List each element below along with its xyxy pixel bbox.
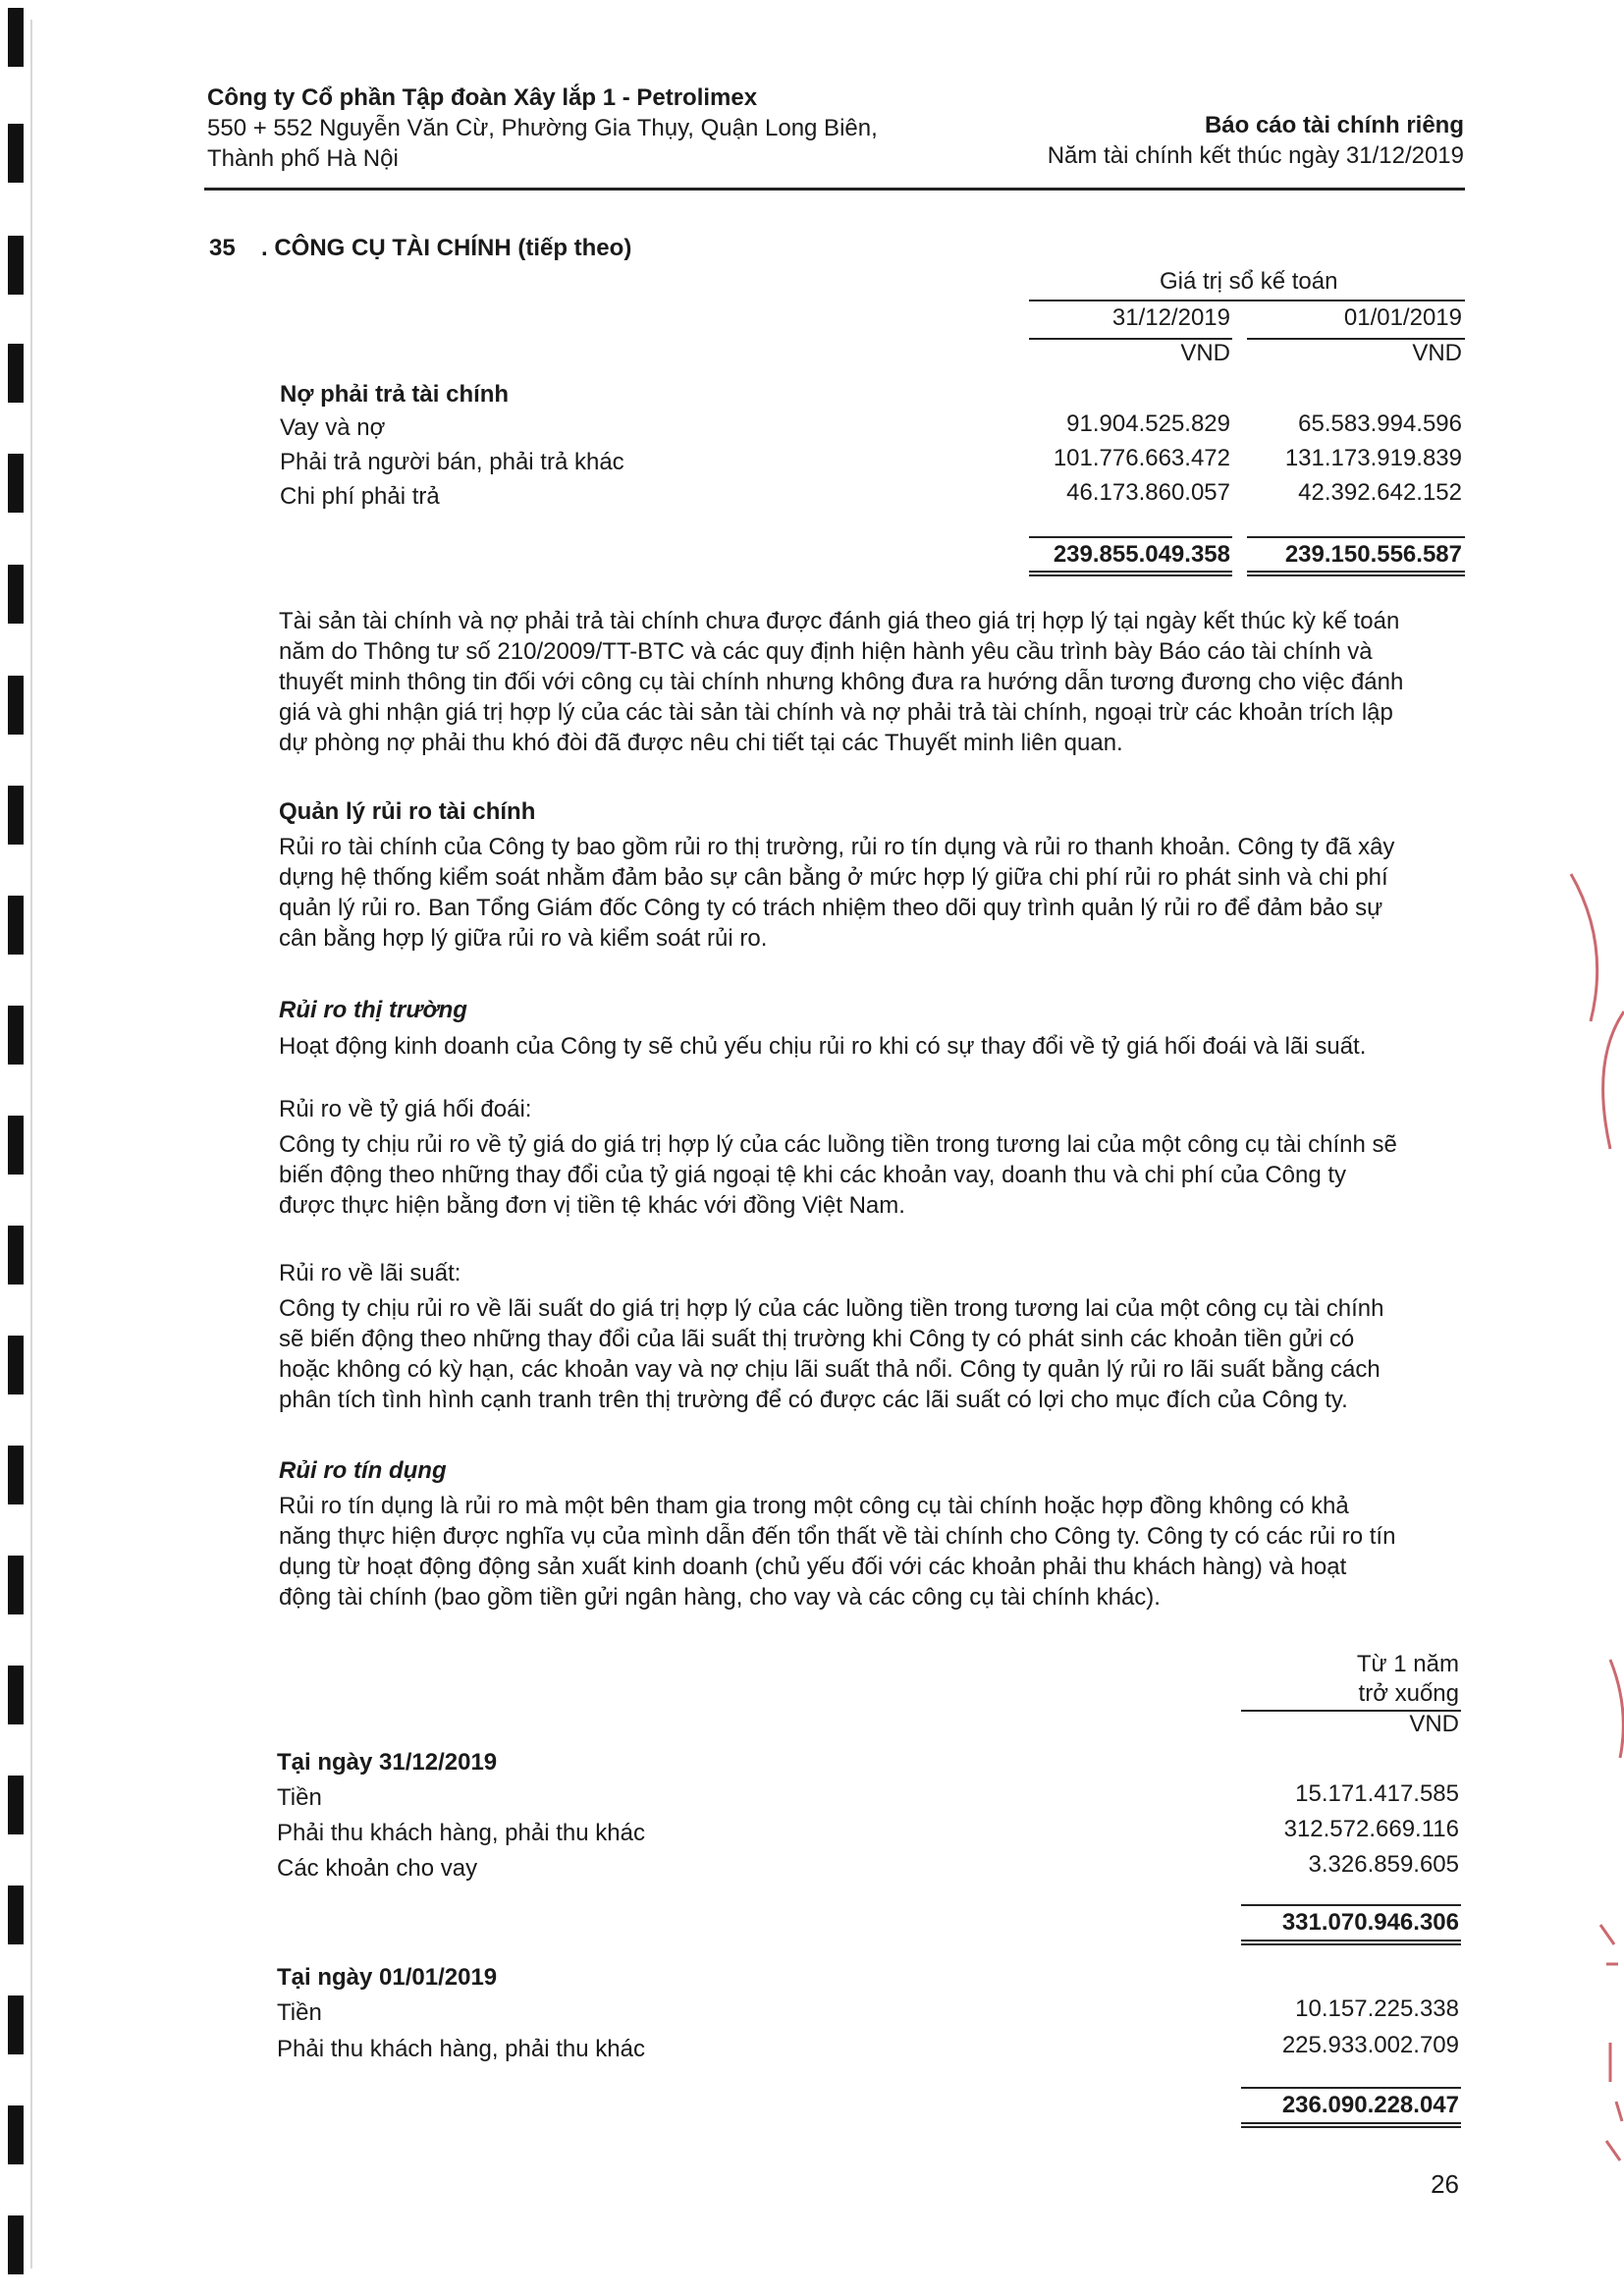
risk-mgmt-paragraph — [279, 832, 1457, 954]
binding-mark — [8, 2105, 24, 2164]
paragraph-line: Công ty chịu rủi ro về lãi suất do giá trị hợp lý của các luồng tiền trong tương lai của một công cụ tài chính — [279, 1295, 1384, 1322]
table-cell-value: 15.171.417.585 — [1295, 1780, 1459, 1807]
table-group-header: Giá trị sổ kế toán — [1160, 268, 1338, 295]
table-cell-value: 312.572.669.116 — [1283, 1816, 1459, 1842]
paragraph-line: năm do Thông tư số 210/2009/TT-BTC và các quy định hiện hành yêu cầu trình bày Báo cáo tài chính và — [279, 638, 1373, 665]
company-address-line1: 550 + 552 Nguyễn Văn Cừ, Phường Gia Thụy, Quận Long Biên, — [207, 115, 878, 141]
liabilities-heading: Nợ phải trả tài chính — [280, 381, 510, 408]
total-bottom-rule — [1247, 574, 1465, 576]
report-title: Báo cáo tài chính riêng — [1204, 112, 1464, 138]
binding-mark — [8, 896, 24, 955]
company-address-line2: Thành phố Hà Nội — [207, 145, 399, 172]
table-row-label: Phải thu khách hàng, phải thu khác — [277, 2036, 645, 2062]
paragraph-line: năng thực hiện được nghĩa vụ của mình dẫn đến tổn thất về tài chính cho Công ty. Công ty có các rủi ro tín — [279, 1523, 1396, 1550]
table-cell-value: 225.933.002.709 — [1281, 2032, 1459, 2058]
total-bottom-rule — [1241, 2122, 1461, 2124]
binding-mark — [8, 676, 24, 735]
table-cell-value: 101.776.663.472 — [1053, 445, 1230, 471]
table-total-value: 236.090.228.047 — [1281, 2092, 1459, 2118]
paragraph-line: biến động theo những thay đổi của tỷ giá ngoại tệ khi các khoản vay, doanh thu và chi phí của Công ty — [279, 1162, 1347, 1188]
binding-mark — [8, 2215, 24, 2274]
paragraph-line: Rủi ro tài chính của Công ty bao gồm rủi ro thị trường, rủi ro tín dụng và rủi ro thanh khoản. Công ty đã xây — [279, 834, 1395, 860]
total-bottom-rule — [1029, 574, 1232, 576]
table-row-label: Vay và nợ — [280, 414, 386, 441]
total-top-rule — [1241, 2087, 1461, 2089]
paragraph-line: động tài chính (bao gồm tiền gửi ngân hàng, cho vay và các công cụ tài chính khác). — [279, 1584, 1161, 1611]
binding-mark — [8, 1006, 24, 1065]
paragraph-line: sẽ biến động theo những thay đổi của lãi suất thị trường khi Công ty có phát sinh các khoản tiền gửi có — [279, 1326, 1355, 1352]
table-row-label: Phải thu khách hàng, phải thu khác — [277, 1820, 645, 1846]
total-bottom-rule — [1241, 1940, 1461, 1941]
total-top-rule — [1029, 536, 1232, 538]
header-divider — [204, 188, 1465, 191]
table-cell-value: 3.326.859.605 — [1308, 1851, 1459, 1878]
market-risk-paragraph: Hoạt động kinh doanh của Công ty sẽ chủ yếu chịu rủi ro khi có sự thay đổi về tỷ giá hối đoái và lãi suất. — [279, 1033, 1367, 1060]
binding-mark — [8, 1666, 24, 1724]
table-cell-value: 91.904.525.829 — [1066, 410, 1230, 437]
rate-risk-paragraph — [279, 1293, 1457, 1415]
binding-mark — [8, 1886, 24, 1944]
stamp-edge-icon — [1571, 1650, 1624, 2180]
paragraph-line: hoặc không có kỳ hạn, các khoản vay và nợ chịu lãi suất thả nổi. Công ty quản lý rủi ro lãi suất bằng cách — [279, 1356, 1380, 1383]
total-bottom-rule — [1241, 1943, 1461, 1945]
fair-value-paragraph — [279, 606, 1457, 758]
paragraph-line: dụng từ hoạt động động sản xuất kinh doanh (chủ yếu đối với các khoản phải thu khách hàng) và hoạt — [279, 1554, 1347, 1580]
rate-risk-heading: Rủi ro về lãi suất: — [279, 1260, 461, 1286]
paragraph-line: cân bằng hợp lý giữa rủi ro và kiểm soát rủi ro. — [279, 925, 768, 952]
binding-mark — [8, 786, 24, 845]
paragraph-line: Tài sản tài chính và nợ phải trả tài chính chưa được đánh giá theo giá trị hợp lý tại ngày kết thúc kỳ kế toán — [279, 608, 1400, 634]
total-bottom-rule — [1247, 571, 1465, 573]
binding-mark — [8, 1336, 24, 1394]
table-total-value: 331.070.946.306 — [1281, 1909, 1459, 1936]
paragraph-line: dựng hệ thống kiểm soát nhằm đảm bảo sự cân bằng ở mức hợp lý giữa chi phí rủi ro phát sinh và chi phí — [279, 864, 1388, 891]
credit-block2-heading: Tại ngày 01/01/2019 — [277, 1964, 498, 1991]
report-header — [1048, 110, 1464, 171]
table-cell-value: 46.173.860.057 — [1066, 479, 1230, 506]
report-period: Năm tài chính kết thúc ngày 31/12/2019 — [1047, 142, 1464, 169]
table-total-value: 239.150.556.587 — [1284, 541, 1462, 568]
binding-mark — [8, 1226, 24, 1285]
company-name: Công ty Cổ phần Tập đoàn Xây lắp 1 - Petrolimex — [207, 84, 758, 111]
binding-mark — [8, 1446, 24, 1504]
binding-mark — [8, 124, 24, 183]
col1-unit: VND — [1180, 340, 1230, 366]
binding-mark — [8, 1556, 24, 1614]
table-cell-value: 131.173.919.839 — [1284, 445, 1462, 471]
binding-mark — [8, 344, 24, 403]
total-top-rule — [1241, 1904, 1461, 1906]
table-row-label: Tiền — [277, 1999, 322, 2026]
paragraph-line: được thực hiện bằng đơn vị tiền tệ khác với đồng Việt Nam. — [279, 1192, 905, 1219]
table-cell-value: 65.583.994.596 — [1298, 410, 1462, 437]
table-row-label: Chi phí phải trả — [280, 483, 440, 510]
credit-col-header-line1: Từ 1 năm — [1356, 1651, 1459, 1677]
binding-mark — [8, 565, 24, 624]
credit-risk-heading: Rủi ro tín dụng — [279, 1457, 447, 1484]
col1-date: 31/12/2019 — [1111, 304, 1230, 331]
binding-line — [30, 20, 32, 2269]
page-number: 26 — [1431, 2169, 1459, 2199]
paragraph-line: phân tích tình hình cạnh tranh trên thị trường để có được các lãi suất có lợi cho mục đích của Công ty. — [279, 1387, 1348, 1413]
credit-col-header-line2: trở xuống — [1358, 1680, 1459, 1707]
paragraph-line: quản lý rủi ro. Ban Tổng Giám đốc Công ty có trách nhiệm theo dõi quy trình quản lý rủi ro để đảm bảo sự — [279, 895, 1383, 921]
total-bottom-rule — [1241, 2126, 1461, 2128]
binding-mark — [8, 1995, 24, 2054]
table-row-label: Tiền — [277, 1784, 322, 1811]
section-number: 35 — [209, 235, 236, 261]
table-cell-value: 10.157.225.338 — [1295, 1995, 1459, 2022]
fx-risk-paragraph — [279, 1129, 1457, 1221]
paragraph-line: dự phòng nợ phải thu khó đòi đã được nêu chi tiết tại các Thuyết minh liên quan. — [279, 730, 1123, 756]
binding-mark — [8, 454, 24, 513]
credit-risk-paragraph — [279, 1491, 1457, 1613]
binding-mark — [8, 236, 24, 295]
binding-mark — [8, 1776, 24, 1834]
credit-col-unit: VND — [1409, 1711, 1459, 1737]
col2-unit: VND — [1412, 340, 1462, 366]
total-top-rule — [1247, 536, 1465, 538]
paragraph-line: Rủi ro tín dụng là rủi ro mà một bên tham gia trong một công cụ tài chính hoặc hợp đồng không có khả — [279, 1493, 1349, 1519]
total-bottom-rule — [1029, 571, 1232, 573]
paragraph-line: thuyết minh thông tin đối với công cụ tài chính nhưng không đưa ra hướng dẫn tương đương cho việc đánh — [279, 669, 1404, 695]
table-row-label: Các khoản cho vay — [277, 1855, 478, 1882]
table-row-label: Phải trả người bán, phải trả khác — [280, 449, 624, 475]
risk-mgmt-heading: Quản lý rủi ro tài chính — [279, 798, 536, 825]
binding-mark — [8, 1116, 24, 1175]
col2-date: 01/01/2019 — [1343, 304, 1462, 331]
section-title-text: . CÔNG CỤ TÀI CHÍNH (tiếp theo) — [261, 235, 632, 261]
binding-mark — [8, 8, 24, 67]
paragraph-line: Công ty chịu rủi ro về tỷ giá do giá trị hợp lý của các luồng tiền trong tương lai của một công cụ tài chính sẽ — [279, 1131, 1397, 1158]
section-title — [209, 235, 631, 262]
stamp-edge-icon — [1551, 864, 1624, 1159]
company-header — [207, 82, 878, 174]
table-total-value: 239.855.049.358 — [1053, 541, 1230, 568]
group-header-rule — [1029, 300, 1465, 301]
credit-block1-heading: Tại ngày 31/12/2019 — [277, 1749, 498, 1776]
paragraph-line: giá và ghi nhận giá trị hợp lý của các tài sản tài chính và nợ phải trả tài chính, ngoại trừ các khoản trích lập — [279, 699, 1393, 726]
market-risk-heading: Rủi ro thị trường — [279, 997, 467, 1023]
fx-risk-heading: Rủi ro về tỷ giá hối đoái: — [279, 1096, 532, 1122]
table-cell-value: 42.392.642.152 — [1298, 479, 1462, 506]
